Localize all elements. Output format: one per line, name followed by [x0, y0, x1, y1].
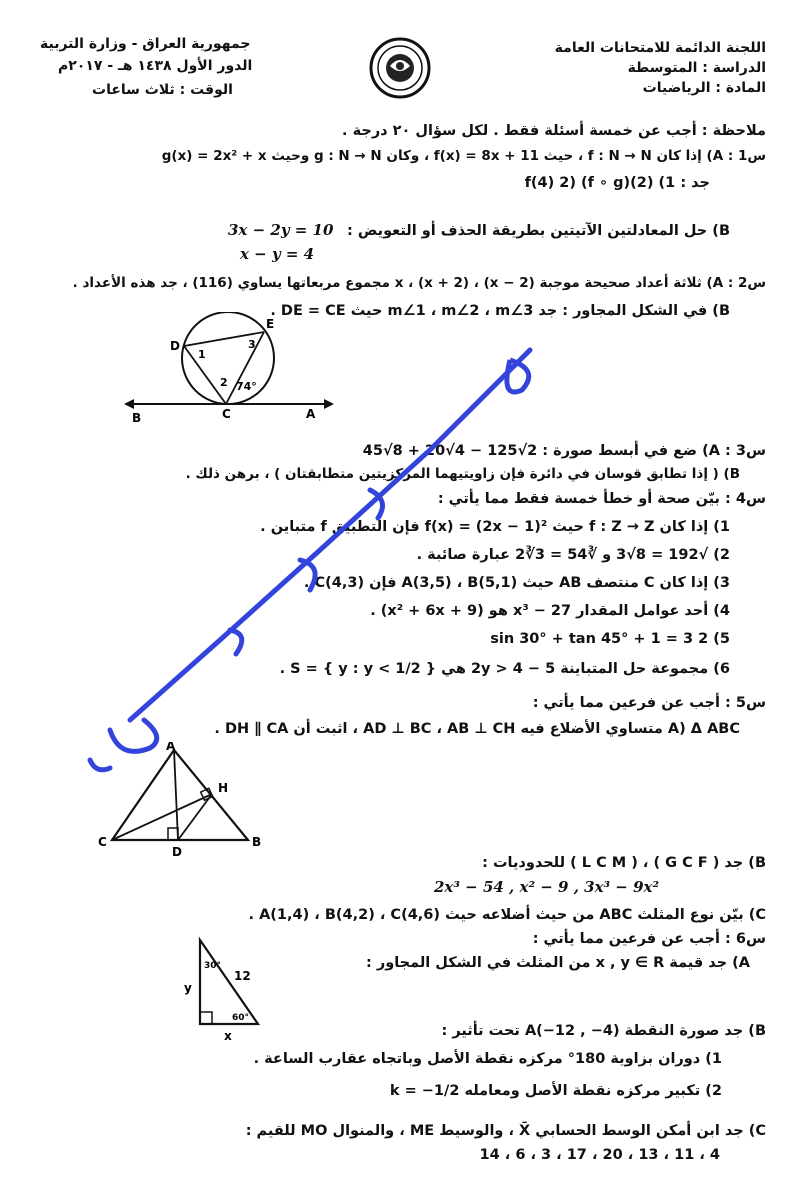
q6-title: س6 : أجب عن فرعين مما يأتي : [532, 931, 766, 947]
q6-label-hyp: 12 [234, 969, 251, 983]
q6-a-text: A) جد قيمة x , y ∈ R من المثلث في الشكل المجاور : [366, 955, 750, 971]
header-study-level: الدراسة : المتوسطة [627, 60, 766, 76]
q4-item-1: 1) إذا كان f : Z → Z حيث f(x) = (2x − 1)² فإن التطبيق f متباين . [260, 519, 730, 535]
q5-label-b: B [252, 835, 262, 849]
q2-label-d: D [170, 339, 180, 353]
q6-label-x: x [224, 1029, 232, 1043]
q2-label-b: B [132, 411, 142, 425]
q6-c-text: C) جد ابن أمكن الوسط الحسابي X̄ ، والوسيط ME ، والمنوال MO للقيم : [245, 1123, 766, 1139]
q6-b-item-1: 1) دوران بزاوية 180° مركزه نقطة الأصل وباتجاه عقارب الساعة . [253, 1051, 722, 1067]
q4-item-6: 6) مجموعة حل المتباينة 5 − 2y > 4 هي S = { y : y < 1/2 } . [279, 661, 730, 677]
q4-item-2: 2) √192 = 8√3 و ∛54 = 3∛2 عبارة صائبة . [416, 547, 730, 563]
q6-right-triangle-figure [176, 932, 276, 1044]
exam-note: ملاحظة : أجب عن خمسة أسئلة فقط . لكل سؤال ٢٠ درجة . [342, 123, 766, 139]
q5-title: س5 : أجب عن فرعين مما يأتي : [532, 695, 766, 711]
header-session: الدور الأول ١٤٣٨ هـ - ٢٠١٧م [58, 58, 253, 74]
q5-a-text: A) Δ ABC متساوي الأضلاع فيه AD ⊥ BC ، AB ⊥ CH ، اثبت أن DH ∥ CA . [214, 721, 740, 737]
q5-label-c: C [98, 835, 107, 849]
q5-c-text: C) بيّن نوع المثلث ABC من حيث أضلاعه حيث A(1,4) ، B(4,2) ، C(4,6) . [248, 907, 766, 923]
q5-label-h: H [218, 781, 229, 795]
q3-b-text: B) ( إذا تطابق قوسان في دائرة فإن زاويتيهما المركزيتين متطابقتان ) ، برهن ذلك . [185, 466, 740, 482]
q3-a-text: س3 : A) ضع في أبسط صورة : 2√125 − 4√20 + 8√45 [362, 443, 766, 459]
q4-item-4: 4) أحد عوامل المقدار x³ − 27 هو (x² + 6x + 9) . [370, 603, 730, 619]
header-republic: جمهورية العراق - وزارة التربية [40, 36, 251, 52]
q2-angle-2: 2 [220, 376, 228, 389]
q2-angle-3: 3 [248, 338, 256, 351]
q2-angle-1: 1 [198, 348, 206, 361]
ministry-seal-icon [368, 36, 432, 100]
q2-label-c: C [222, 407, 231, 421]
q4-title: س4 : بيّن صحة أو خطأ خمسة فقط مما يأتي : [437, 491, 766, 507]
q4-item-3: 3) إذا كان C منتصف AB حيث A(3,5) ، B(5,1) فإن C(4,3) . [303, 575, 730, 591]
q2-circle-figure [120, 312, 350, 432]
header-committee: اللجنة الدائمة للامتحانات العامة [554, 40, 766, 56]
q6-label-y: y [184, 981, 192, 995]
q5-label-a: A [166, 742, 176, 753]
q2-label-e: E [266, 317, 275, 331]
q4-item-5: 5) 2 sin 30° + tan 45° + 1 = 3 [490, 631, 730, 647]
q6-angle-bottom: 60° [232, 1013, 250, 1023]
q1-a-sub: جد : 1) f(4) 2) (f ∘ g)(2) [524, 175, 710, 191]
q1-eq2: x − y = 4 [240, 245, 315, 263]
q1-eq1: 3x − 2y = 10 [228, 221, 334, 239]
q2-angle-74: 74° [236, 380, 257, 393]
q6-b-item-2: 2) تكبير مركزه نقطة الأصل ومعامله k = −1/2 [389, 1083, 722, 1099]
q2-b-text: B) في الشكل المجاور : جد m∠1 ، m∠2 ، m∠3 حيث DE = CE . [270, 303, 730, 319]
q5-label-d: D [172, 845, 182, 858]
q2-label-a: A [306, 407, 316, 421]
q2-a-text: س2 : A) ثلاثة أعداد صحيحة موجبة (x − 2) ، x ، (x + 2) مجموع مربعاتها يساوي (116) ، جد هذه الأعداد . [72, 275, 766, 291]
q1-b-text: B) حل المعادلتين الآتيتين بطريقة الحذف أو التعويض : [347, 223, 730, 239]
q6-b-text: B) جد صورة النقطة A(−12 , −4) تحت تأثير : [441, 1023, 766, 1039]
q6-angle-top: 30° [204, 961, 222, 971]
header-time: الوقت : ثلاث ساعات [92, 82, 233, 98]
q5-b-expr: 2x³ − 54 , x² − 9 , 3x³ − 9x² [434, 878, 660, 896]
q5-b-text: B) جد ( G C F ) ، ( L C M ) للحدوديات : [482, 855, 766, 871]
q6-c-values: 4 ، 11 ، 13 ، 20 ، 17 ، 3 ، 6 ، 14 [479, 1147, 720, 1163]
q5-triangle-figure [98, 742, 268, 858]
header-subject: المادة : الرياضيات [642, 80, 766, 96]
q1-a-text: س1 : A) إذا كان f : N → N ، حيث f(x) = 8x + 11 ، وكان g : N → N وحيث g(x) = 2x² + x [161, 148, 766, 164]
